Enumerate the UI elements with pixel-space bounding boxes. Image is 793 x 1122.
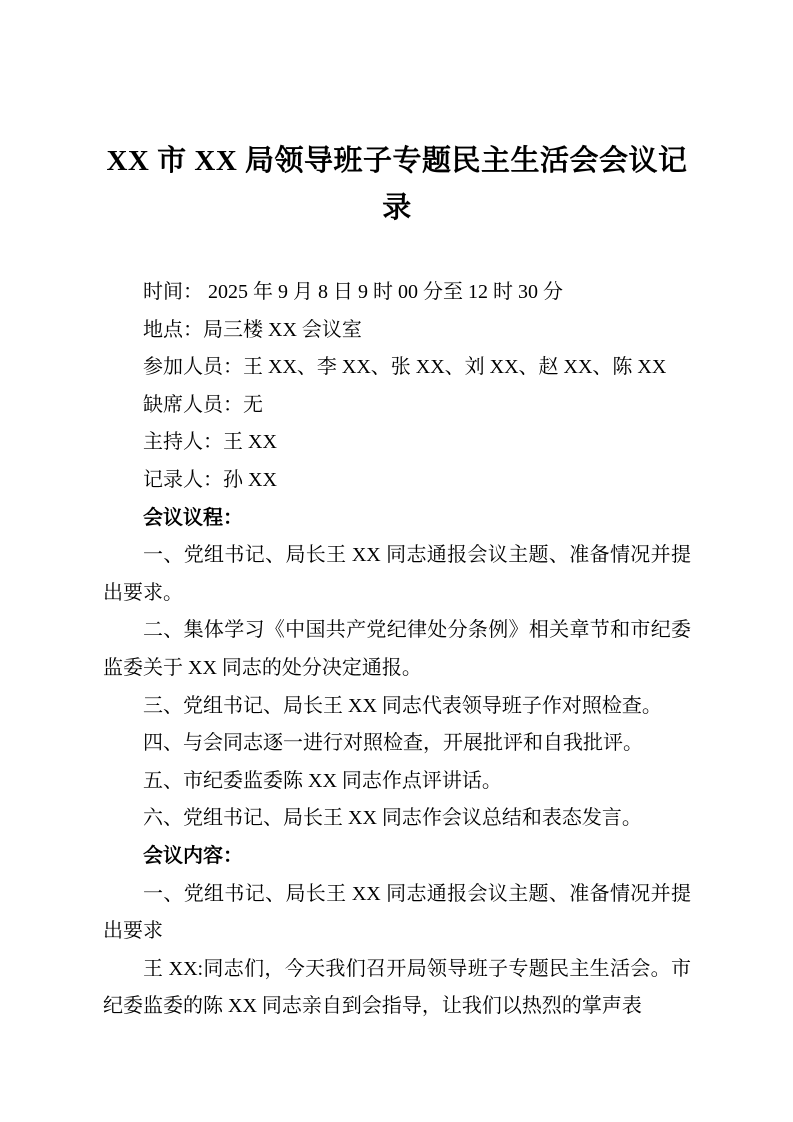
paragraph-agenda-item-3: 三、党组书记、局长王 XX 同志代表领导班子作对照检查。 (143, 694, 662, 717)
paragraph-time: 时间： 2025 年 9 月 8 日 9 时 00 分至 12 时 30 分 (143, 281, 563, 303)
paragraph-recorder: 记录人：孙 XX (143, 468, 277, 491)
paragraph-agenda-item-2: 二、集体学习《中国共产党纪律处分条例》相关章节和市纪委监委关于 XX 同志的处分决定通报。 (103, 619, 691, 679)
paragraph-agenda-item-4: 四、与会同志逐一进行对照检查，开展批评和自我批评。 (143, 732, 643, 755)
section-header-content: 会议内容： (143, 844, 243, 867)
section-header-agenda: 会议议程： (143, 506, 243, 529)
paragraph-speech-wang: 王 XX:同志们，今天我们召开局领导班子专题民主生活会。市纪委监委的陈 XX 同志亲自到会指导，让我们以热烈的掌声表 (103, 957, 691, 1018)
paragraph-agenda-item-1: 一、党组书记、局长王 XX 同志通报会议主题、准备情况并提出要求。 (103, 544, 691, 604)
paragraph-attendees: 参加人员：王 XX、李 XX、张 XX、刘 XX、赵 XX、陈 XX (143, 356, 667, 379)
paragraph-host: 主持人：王 XX (143, 431, 277, 454)
paragraph-content-item-1: 一、党组书记、局长王 XX 同志通报会议主题、准备情况并提出要求 (103, 882, 691, 943)
paragraph-absentees: 缺席人员：无 (143, 393, 263, 416)
paragraph-agenda-item-6: 六、党组书记、局长王 XX 同志作会议总结和表态发言。 (143, 807, 642, 830)
paragraph-location: 地点：局三楼 XX 会议室 (143, 318, 362, 341)
paragraph-agenda-item-5: 五、市纪委监委陈 XX 同志作点评讲话。 (143, 769, 502, 792)
document-title: XX 市 XX 局领导班子专题民主生活会会议记录 (106, 145, 688, 224)
